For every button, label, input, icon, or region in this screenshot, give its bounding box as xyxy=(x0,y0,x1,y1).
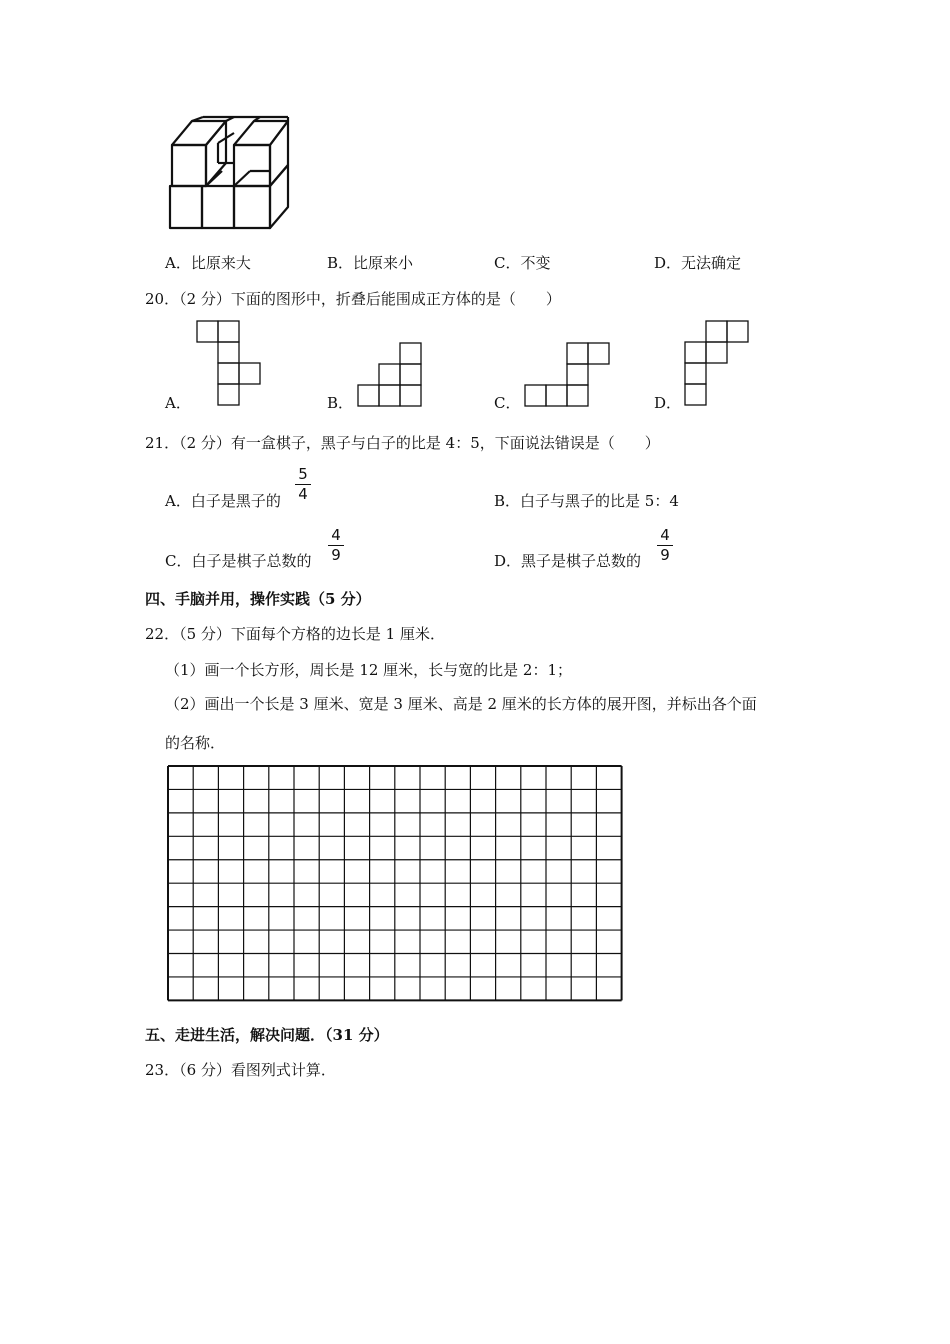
q21-option-d[interactable]: D．黑子是棋子总数的 xyxy=(494,552,642,570)
q21-c-denominator: 9 xyxy=(331,546,341,564)
q21-a-denominator: 4 xyxy=(298,485,308,503)
q21-d-denominator: 9 xyxy=(660,546,670,564)
q19-option-a[interactable]: A．比原来大 xyxy=(165,254,251,272)
q22-part2-line1: （2）画出一个长是 3 厘米、宽是 3 厘米、高是 2 厘米的长方体的展开图，并标出各个面 xyxy=(165,695,757,713)
q20-label-c[interactable]: C． xyxy=(494,394,521,412)
q21-option-a-fraction xyxy=(295,466,311,503)
q19-option-b[interactable]: B．比原来小 xyxy=(327,254,414,272)
q20-label-d[interactable]: D． xyxy=(654,394,682,412)
q20-label-a[interactable]: A． xyxy=(165,394,191,412)
q20-stem: 20．（2 分）下面的图形中，折叠后能围成正方体的是（ ） xyxy=(145,290,561,308)
q22-stem: 22．（5 分）下面每个方格的边长是 1 厘米． xyxy=(145,625,445,643)
section-4-title: 四、手脑并用，操作实践（5 分） xyxy=(145,590,371,608)
q20-net-a xyxy=(196,320,266,412)
q20-net-d xyxy=(684,320,754,412)
q21-c-numerator: 4 xyxy=(331,526,341,544)
q19-option-c[interactable]: C．不变 xyxy=(494,254,551,272)
q21-option-c[interactable]: C．白子是棋子总数的 xyxy=(165,552,312,570)
q23-stem: 23．（6 分）看图列式计算． xyxy=(145,1061,336,1079)
q21-stem: 21．（2 分）有一盒棋子，黑子与白子的比是 4：5，下面说法错误是（ ） xyxy=(145,434,660,452)
q21-option-a[interactable]: A．白子是黑子的 xyxy=(165,492,281,510)
q20-net-b xyxy=(356,342,426,412)
q21-option-d-fraction xyxy=(657,527,673,564)
section-5-title: 五、走进生活，解决问题．（31 分） xyxy=(145,1026,389,1044)
q20-label-b[interactable]: B． xyxy=(327,394,354,412)
q21-a-numerator: 5 xyxy=(298,465,308,483)
q20-net-c xyxy=(522,342,614,412)
q22-part2-line2: 的名称． xyxy=(165,734,226,752)
q22-part1: （1）画一个长方形，周长是 12 厘米，长与宽的比是 2：1； xyxy=(165,661,573,679)
drawing-grid[interactable] xyxy=(167,765,623,1001)
q21-d-numerator: 4 xyxy=(660,526,670,544)
cube-stack-figure xyxy=(165,113,295,233)
q21-option-c-fraction xyxy=(328,527,344,564)
q19-option-d[interactable]: D．无法确定 xyxy=(654,254,742,272)
q21-option-b[interactable]: B．白子与黑子的比是 5：4 xyxy=(494,492,679,510)
